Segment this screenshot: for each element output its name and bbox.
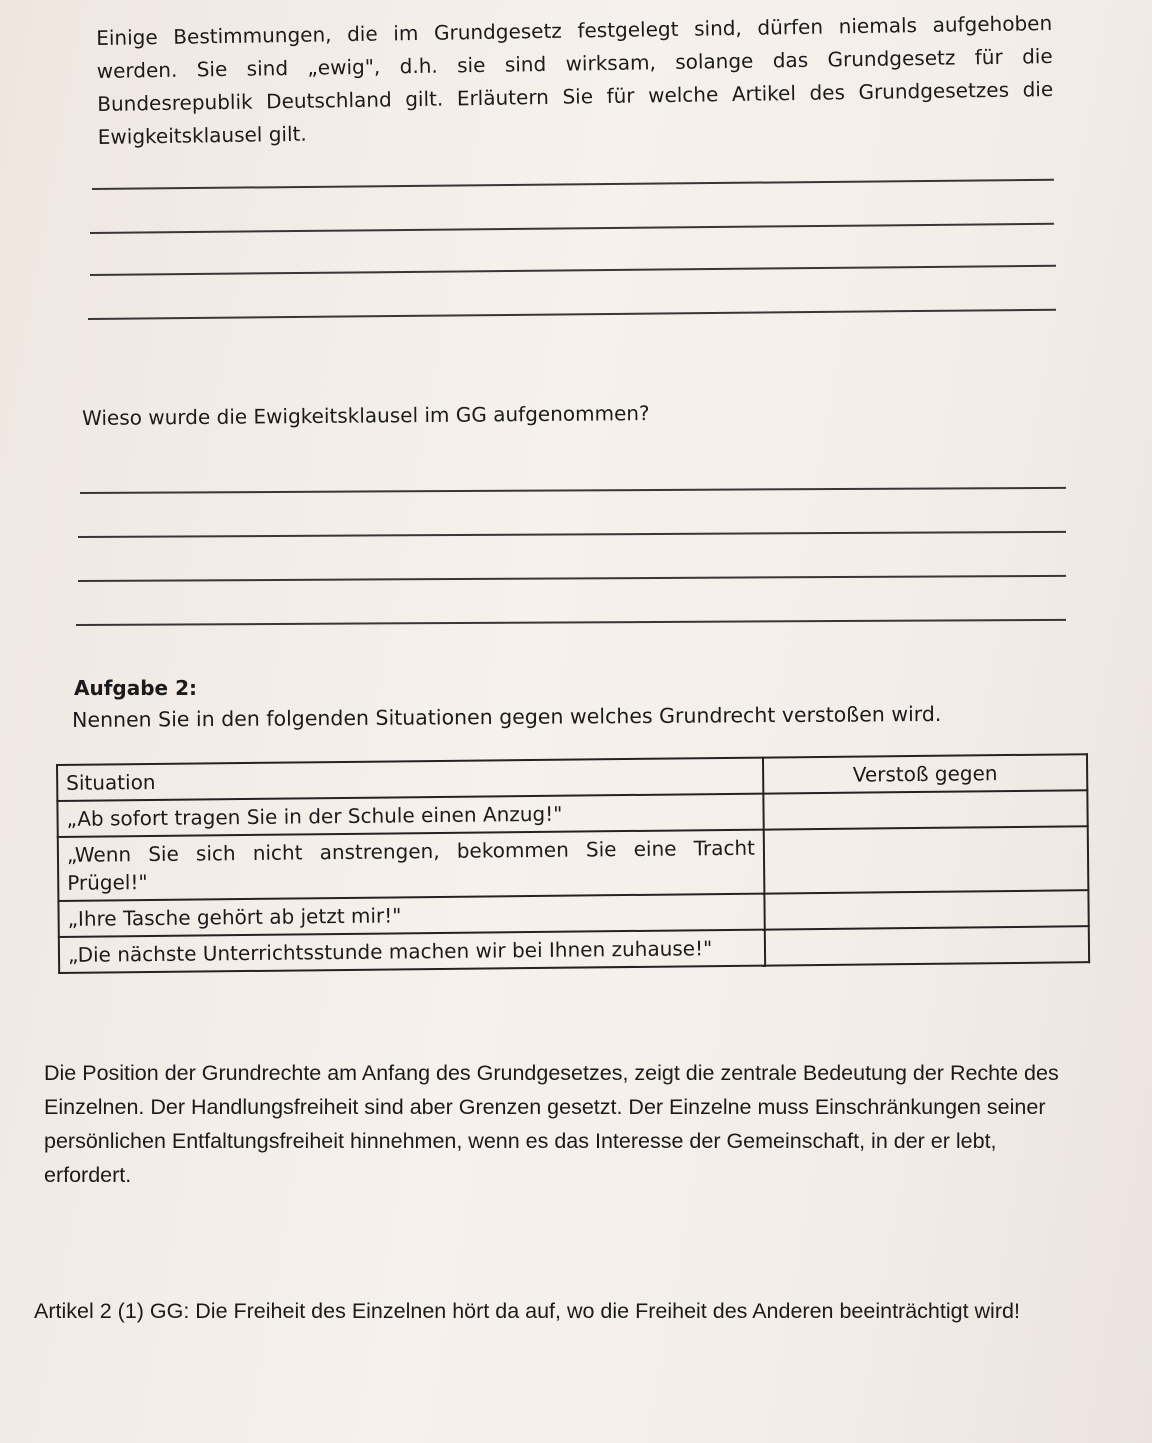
answer-line-8[interactable] <box>76 619 1066 626</box>
verstoss-cell[interactable] <box>763 790 1087 829</box>
header-situation: Situation <box>57 758 763 801</box>
answer-line-5[interactable] <box>80 487 1066 494</box>
situation-table <box>56 753 1090 974</box>
answer-line-7[interactable] <box>78 575 1066 582</box>
question-2-text: Wieso wurde die Ewigkeitsklausel im GG aufgenommen? <box>82 401 650 430</box>
table-row <box>58 826 1089 901</box>
task-2-heading: Aufgabe 2: <box>74 676 197 700</box>
answer-line-4[interactable] <box>88 309 1056 320</box>
situation-cell: „Ihre Tasche gehört ab jetzt mir!" <box>58 894 764 937</box>
question-1-text: Einige Bestimmungen, die im Grundgesetz festgelegt sind, dürfen niemals aufgehoben werden. Sie sind „ewig", d.h. sie sind wirksam, solange das Grundgesetz für die Bundesrepublik Deutschland gilt. Erläutern Sie für welche Artikel des Grundgesetzes die Ewigkeitsklausel gilt. <box>96 10 1054 149</box>
answer-line-3[interactable] <box>90 265 1056 276</box>
answer-line-2[interactable] <box>90 223 1054 234</box>
artikel-2-quote: Artikel 2 (1) GG: Die Freiheit des Einzelnen hört da auf, wo die Freiheit des Anderen beeinträchtigt wird! <box>34 1299 1020 1323</box>
answer-line-1[interactable] <box>92 179 1054 190</box>
situation-cell: „Die nächste Unterrichtsstunde machen wir bei Ihnen zuhause!" <box>59 930 765 973</box>
grundrechte-paragraph: Die Position der Grundrechte am Anfang des Grundgesetzes, zeigt die zentrale Bedeutung der Rechte des Einzelnen. Der Handlungsfreiheit sind aber Grenzen gesetzt. Der Einzelne muss Einschränkungen seiner persönlichen Entfaltungsfreiheit hinnehmen, wenn es das Interesse der Gemeinschaft, in der er lebt, erfordert. <box>44 1061 1059 1187</box>
verstoss-cell[interactable] <box>765 926 1089 965</box>
situation-cell: „Wenn Sie sich nicht anstrengen, bekommen Sie eine Tracht Prügel!" <box>58 830 765 901</box>
task-2-instruction: Nennen Sie in den folgenden Situationen gegen welches Grundrecht verstoßen wird. <box>72 701 942 732</box>
situation-cell: „Ab sofort tragen Sie in der Schule einen Anzug!" <box>57 794 763 837</box>
verstoss-cell[interactable] <box>764 826 1089 893</box>
answer-line-6[interactable] <box>78 531 1066 538</box>
verstoss-cell[interactable] <box>764 890 1088 929</box>
header-verstoss: Verstoß gegen <box>763 754 1087 793</box>
